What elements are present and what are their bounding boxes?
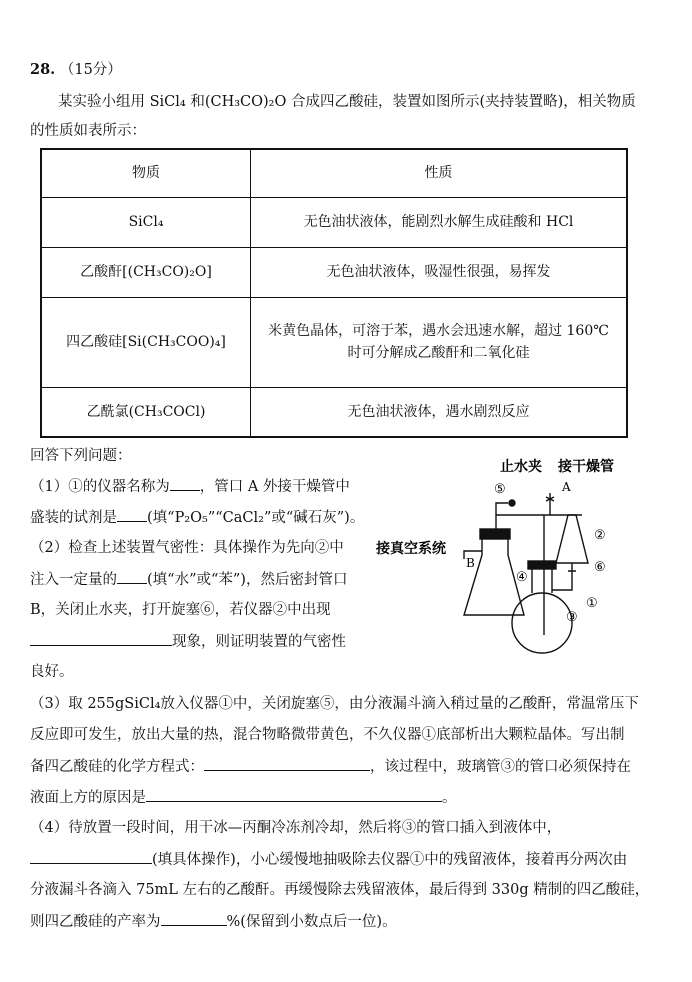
q4-line-3: 分液漏斗各滴入 75mL 左右的乙酸酐。再缓慢除去残留液体，最后得到 330g 精制的四乙酸硅，	[30, 882, 650, 898]
q3-text-l3b: ，该过程中，玻璃管③的管口必须保持在	[370, 759, 631, 775]
table-header-row	[41, 149, 627, 197]
q3-text-l4a: 液面上方的原因是	[30, 790, 146, 806]
q2-line-3: B，关闭止水夹，打开旋塞⑥，若仪器②中出现	[30, 602, 331, 618]
table-row	[41, 387, 627, 437]
q3-line-2: 反应即可发生，放出大量的热，混合物略微带黄色，不久仪器①底部析出大颗粒晶体。写出制	[30, 727, 625, 743]
label-drying-tube: 接干燥管	[558, 459, 614, 475]
label-A: A	[562, 480, 571, 494]
q4-text-l2: (填具体操作)，小心缓慢地抽吸除去仪器①中的残留液体，接着再分两次由	[152, 852, 628, 868]
q3-line-3	[30, 756, 631, 777]
table-cell-property: 无色油状液体，吸湿性很强，易挥发	[251, 247, 628, 297]
table-cell-substance: SiCl₄	[41, 197, 251, 247]
table-row	[41, 247, 627, 297]
properties-table	[40, 148, 628, 438]
label-6: ⑥	[594, 560, 606, 575]
table-header-property: 性质	[251, 149, 628, 197]
q2-text-b: 注入一定量的	[30, 572, 117, 588]
table-cell-property: 无色油状液体，能剧烈水解生成硅酸和 HCl	[251, 197, 628, 247]
question-number: 28.	[30, 61, 56, 78]
q3-text-l3a: 备四乙酸硅的化学方程式：	[30, 759, 204, 775]
q4-blank-operation[interactable]	[30, 849, 152, 864]
q1-line-2	[30, 507, 364, 528]
q2-line-2	[30, 569, 347, 590]
q1-text-d: (填“P₂O₅”“CaCl₂”或“碱石灰”)。	[147, 510, 365, 526]
intro-line-1: 某实验小组用 SiCl₄ 和(CH₃CO)₂O 合成四乙酸硅，装置如图所示(夹持装置略)，相关物质	[58, 94, 636, 110]
q1-line-1	[30, 476, 350, 497]
table-cell-substance: 乙酰氯(CH₃COCl)	[41, 387, 251, 437]
q2-blank-liquid[interactable]	[117, 569, 147, 584]
table-cell-property-line-2: 时可分解成乙酸酐和二氧化硅	[347, 345, 530, 361]
label-2: ②	[594, 528, 606, 543]
answer-prompt: 回答下列问题：	[30, 448, 132, 464]
label-5: ⑤	[494, 482, 506, 497]
table-cell-property-line-1: 米黄色晶体，可溶于苯，遇水会迅速水解，超过 160℃	[268, 323, 609, 339]
label-B: B	[466, 556, 475, 570]
q4-line-1: （4）待放置一段时间，用干冰—丙酮冷冻剂冷却，然后将③的管口插入到液体中，	[30, 820, 562, 836]
q2-blank-phenomenon[interactable]	[30, 631, 172, 646]
q1-text-b: ，管口 A 外接干燥管中	[199, 479, 350, 495]
table-row	[41, 297, 627, 387]
label-3: ③	[566, 610, 578, 625]
q3-text-l4b: 。	[442, 790, 457, 806]
q4-text-l4b: %(保留到小数点后一位)。	[226, 914, 397, 930]
q4-line-2	[30, 849, 627, 870]
q1-blank-instrument[interactable]	[170, 476, 200, 491]
table-cell-property: 无色油状液体，遇水剧烈反应	[251, 387, 628, 437]
q2-line-5: 良好。	[30, 664, 74, 680]
q1-text-c: 盛装的试剂是	[30, 510, 117, 526]
q1-text-a: （1）①的仪器名称为	[30, 479, 170, 495]
flask-stopper	[480, 529, 510, 539]
table-header-substance: 物质	[41, 149, 251, 197]
table-cell-substance: 乙酸酐[(CH₃CO)₂O]	[41, 247, 251, 297]
q4-blank-yield[interactable]	[161, 911, 227, 926]
label-4: ④	[516, 570, 528, 585]
apparatus-diagram	[372, 455, 672, 670]
stopcock-5	[509, 500, 515, 506]
label-1: ①	[586, 596, 598, 611]
q2-text-c: (填“水”或“苯”)，然后密封管口	[147, 572, 348, 588]
q2-line-4	[30, 631, 346, 652]
q3-blank-equation[interactable]	[204, 756, 370, 771]
q2-text-e: 现象，则证明装置的气密性	[172, 634, 346, 650]
q3-line-1: （3）取 255gSiCl₄放入仪器①中，关闭旋塞⑤，由分液漏斗滴入稍过量的乙酸酐，常温常压下	[30, 696, 639, 712]
q2-line-1: （2）检查上述装置气密性：具体操作为先向②中	[30, 540, 344, 556]
q3-line-4	[30, 787, 457, 808]
table-cell-property	[251, 297, 628, 387]
q4-text-l4a: 则四乙酸硅的产率为	[30, 914, 161, 930]
question-score: （15分）	[59, 62, 122, 78]
q1-blank-reagent[interactable]	[117, 507, 147, 522]
round-flask	[512, 593, 572, 653]
separatory-funnel	[556, 515, 588, 563]
q3-blank-reason[interactable]	[146, 787, 442, 802]
intro-line-2: 的性质如表所示：	[30, 123, 146, 139]
table-cell-substance: 四乙酸硅[Si(CH₃COO)₄]	[41, 297, 251, 387]
label-vacuum: 接真空系统	[376, 541, 446, 557]
connection-tube	[496, 515, 582, 529]
q4-line-4	[30, 911, 397, 932]
label-clamp: 止水夹	[500, 459, 542, 475]
table-row	[41, 197, 627, 247]
question-header	[30, 60, 122, 80]
conical-flask	[464, 535, 524, 615]
